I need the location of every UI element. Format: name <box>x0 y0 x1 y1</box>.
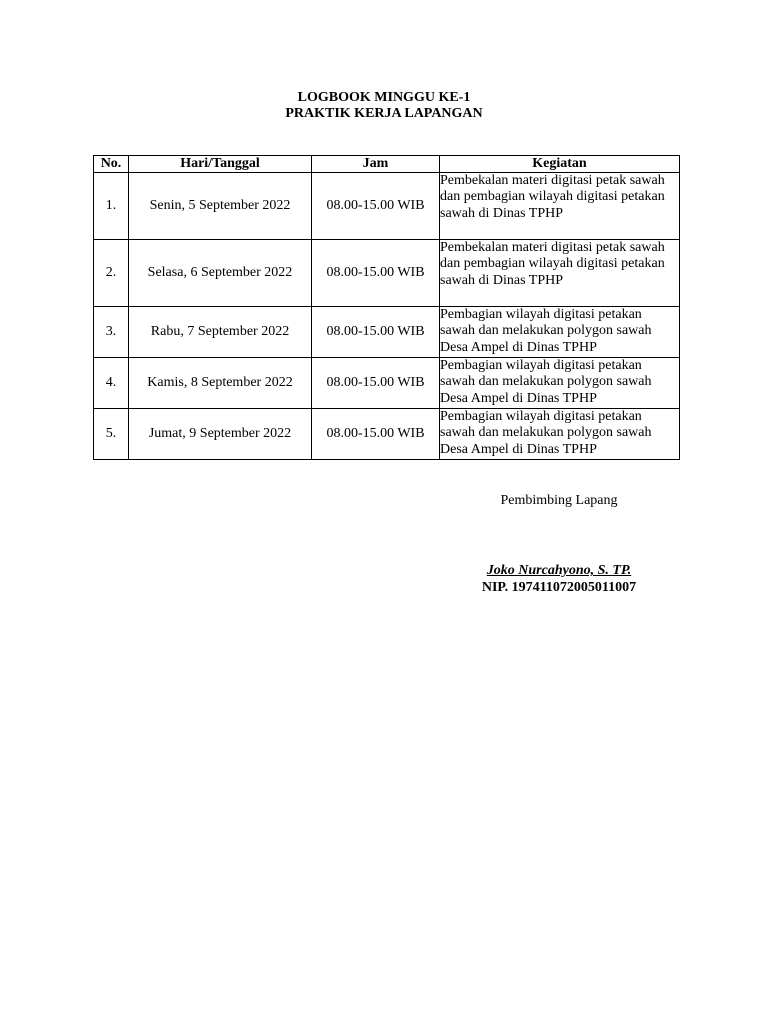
column-header-day: Hari/Tanggal <box>129 156 312 173</box>
table-row <box>94 358 680 409</box>
cell-no: 4. <box>94 358 129 409</box>
supervisor-name: Joko Nurcahyono, S. TP. <box>486 563 632 578</box>
cell-time: 08.00-15.00 WIB <box>312 240 440 307</box>
cell-activity: Pembagian wilayah digitasi petakan sawah dan melakukan polygon sawah Desa Ampel di Dinas TPHP <box>440 409 680 460</box>
logbook-table <box>93 155 680 460</box>
column-header-no: No. <box>94 156 129 173</box>
cell-day: Rabu, 7 September 2022 <box>129 307 312 358</box>
table-row <box>94 240 680 307</box>
cell-no: 1. <box>94 173 129 240</box>
cell-no: 2. <box>94 240 129 307</box>
cell-day: Selasa, 6 September 2022 <box>129 240 312 307</box>
cell-time: 08.00-15.00 WIB <box>312 173 440 240</box>
cell-activity: Pembagian wilayah digitasi petakan sawah dan melakukan polygon sawah Desa Ampel di Dinas TPHP <box>440 358 680 409</box>
table-row <box>94 409 680 460</box>
cell-day: Senin, 5 September 2022 <box>129 173 312 240</box>
cell-time: 08.00-15.00 WIB <box>312 307 440 358</box>
cell-day: Jumat, 9 September 2022 <box>129 409 312 460</box>
cell-day: Kamis, 8 September 2022 <box>129 358 312 409</box>
table-row <box>94 173 680 240</box>
column-header-activity: Kegiatan <box>440 156 680 173</box>
cell-time: 08.00-15.00 WIB <box>312 358 440 409</box>
document-title: LOGBOOK MINGGU KE-1 <box>297 90 471 105</box>
supervisor-nip: NIP. 197411072005011007 <box>481 580 637 595</box>
table-row <box>94 307 680 358</box>
cell-no: 3. <box>94 307 129 358</box>
supervisor-role: Pembimbing Lapang <box>500 493 618 508</box>
document-subtitle: PRAKTIK KERJA LAPANGAN <box>285 106 483 121</box>
cell-activity: Pembekalan materi digitasi petak sawah dan pembagian wilayah digitasi petakan sawah di Dinas TPHP <box>440 240 680 307</box>
cell-activity: Pembekalan materi digitasi petak sawah dan pembagian wilayah digitasi petakan sawah di Dinas TPHP <box>440 173 680 240</box>
cell-activity: Pembagian wilayah digitasi petakan sawah dan melakukan polygon sawah Desa Ampel di Dinas TPHP <box>440 307 680 358</box>
cell-no: 5. <box>94 409 129 460</box>
cell-time: 08.00-15.00 WIB <box>312 409 440 460</box>
column-header-time: Jam <box>312 156 440 173</box>
table-header-row <box>94 156 680 173</box>
